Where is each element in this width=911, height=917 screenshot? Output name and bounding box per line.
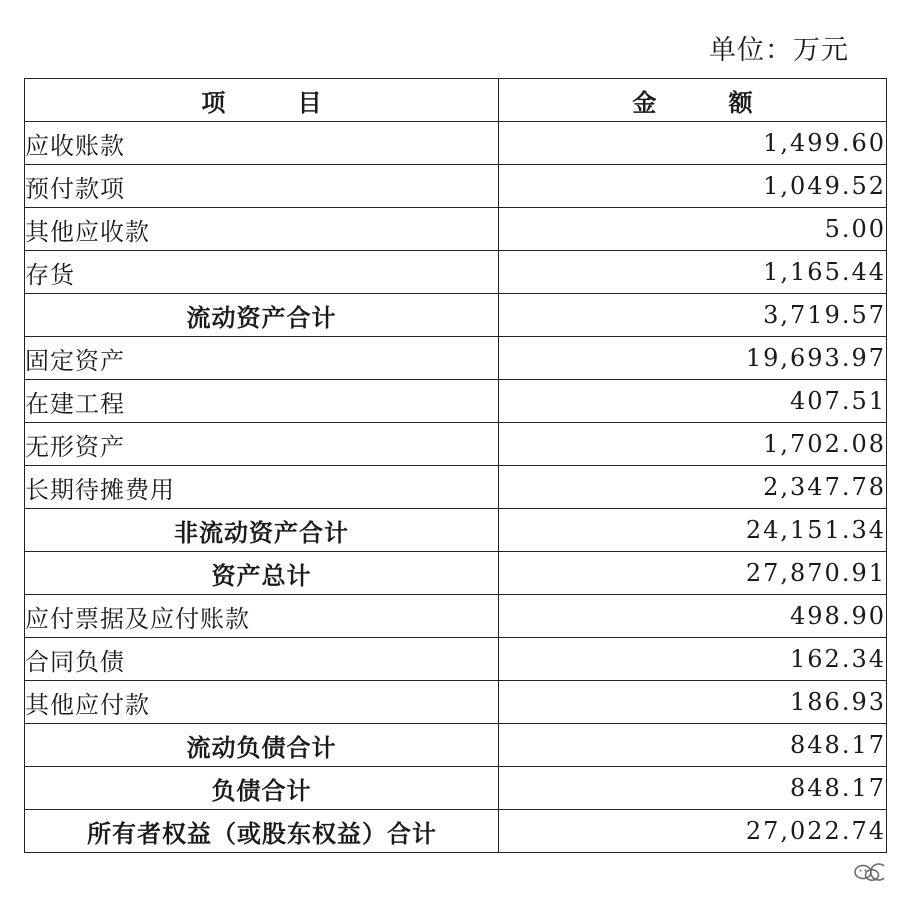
row-label: 无形资产 bbox=[25, 423, 499, 466]
table-body bbox=[25, 122, 887, 853]
row-amount: 848.17 bbox=[499, 767, 887, 810]
balance-sheet-table bbox=[24, 78, 887, 853]
row-label: 应收账款 bbox=[25, 122, 499, 165]
row-label: 负债合计 bbox=[25, 767, 499, 810]
table-row bbox=[25, 165, 887, 208]
row-label: 预付款项 bbox=[25, 165, 499, 208]
row-amount: 407.51 bbox=[499, 380, 887, 423]
row-label: 在建工程 bbox=[25, 380, 499, 423]
row-amount: 1,049.52 bbox=[499, 165, 887, 208]
row-amount: 2,347.78 bbox=[499, 466, 887, 509]
table-row bbox=[25, 337, 887, 380]
row-amount: 1,702.08 bbox=[499, 423, 887, 466]
table-row bbox=[25, 767, 887, 810]
row-amount: 24,151.34 bbox=[499, 509, 887, 552]
wechat-watermark bbox=[850, 858, 890, 886]
row-label: 其他应付款 bbox=[25, 681, 499, 724]
row-label: 所有者权益（或股东权益）合计 bbox=[25, 810, 499, 853]
row-label: 应付票据及应付账款 bbox=[25, 595, 499, 638]
row-label: 长期待摊费用 bbox=[25, 466, 499, 509]
row-amount: 19,693.97 bbox=[499, 337, 887, 380]
row-amount: 1,499.60 bbox=[499, 122, 887, 165]
row-label: 其他应收款 bbox=[25, 208, 499, 251]
table-row bbox=[25, 509, 887, 552]
row-amount: 27,870.91 bbox=[499, 552, 887, 595]
row-amount: 27,022.74 bbox=[499, 810, 887, 853]
row-label: 存货 bbox=[25, 251, 499, 294]
table-row bbox=[25, 466, 887, 509]
table-row bbox=[25, 810, 887, 853]
row-label: 非流动资产合计 bbox=[25, 509, 499, 552]
row-label: 流动负债合计 bbox=[25, 724, 499, 767]
table-row bbox=[25, 638, 887, 681]
table-row bbox=[25, 423, 887, 466]
header-amount: 金 额 bbox=[499, 79, 887, 122]
row-amount: 848.17 bbox=[499, 724, 887, 767]
table-header-row bbox=[25, 79, 887, 122]
row-label: 资产总计 bbox=[25, 552, 499, 595]
row-amount: 1,165.44 bbox=[499, 251, 887, 294]
row-amount: 498.90 bbox=[499, 595, 887, 638]
row-label: 固定资产 bbox=[25, 337, 499, 380]
row-amount: 5.00 bbox=[499, 208, 887, 251]
table-row bbox=[25, 380, 887, 423]
table-row bbox=[25, 251, 887, 294]
unit-label: 单位：万元 bbox=[709, 35, 849, 66]
row-label: 合同负债 bbox=[25, 638, 499, 681]
wechat-icon bbox=[850, 858, 890, 886]
table-row bbox=[25, 595, 887, 638]
table-row bbox=[25, 552, 887, 595]
table-row bbox=[25, 294, 887, 337]
row-label: 流动资产合计 bbox=[25, 294, 499, 337]
header-item: 项 目 bbox=[25, 79, 499, 122]
row-amount: 3,719.57 bbox=[499, 294, 887, 337]
table-row bbox=[25, 122, 887, 165]
table-row bbox=[25, 208, 887, 251]
row-amount: 162.34 bbox=[499, 638, 887, 681]
table-row bbox=[25, 724, 887, 767]
table-row bbox=[25, 681, 887, 724]
row-amount: 186.93 bbox=[499, 681, 887, 724]
